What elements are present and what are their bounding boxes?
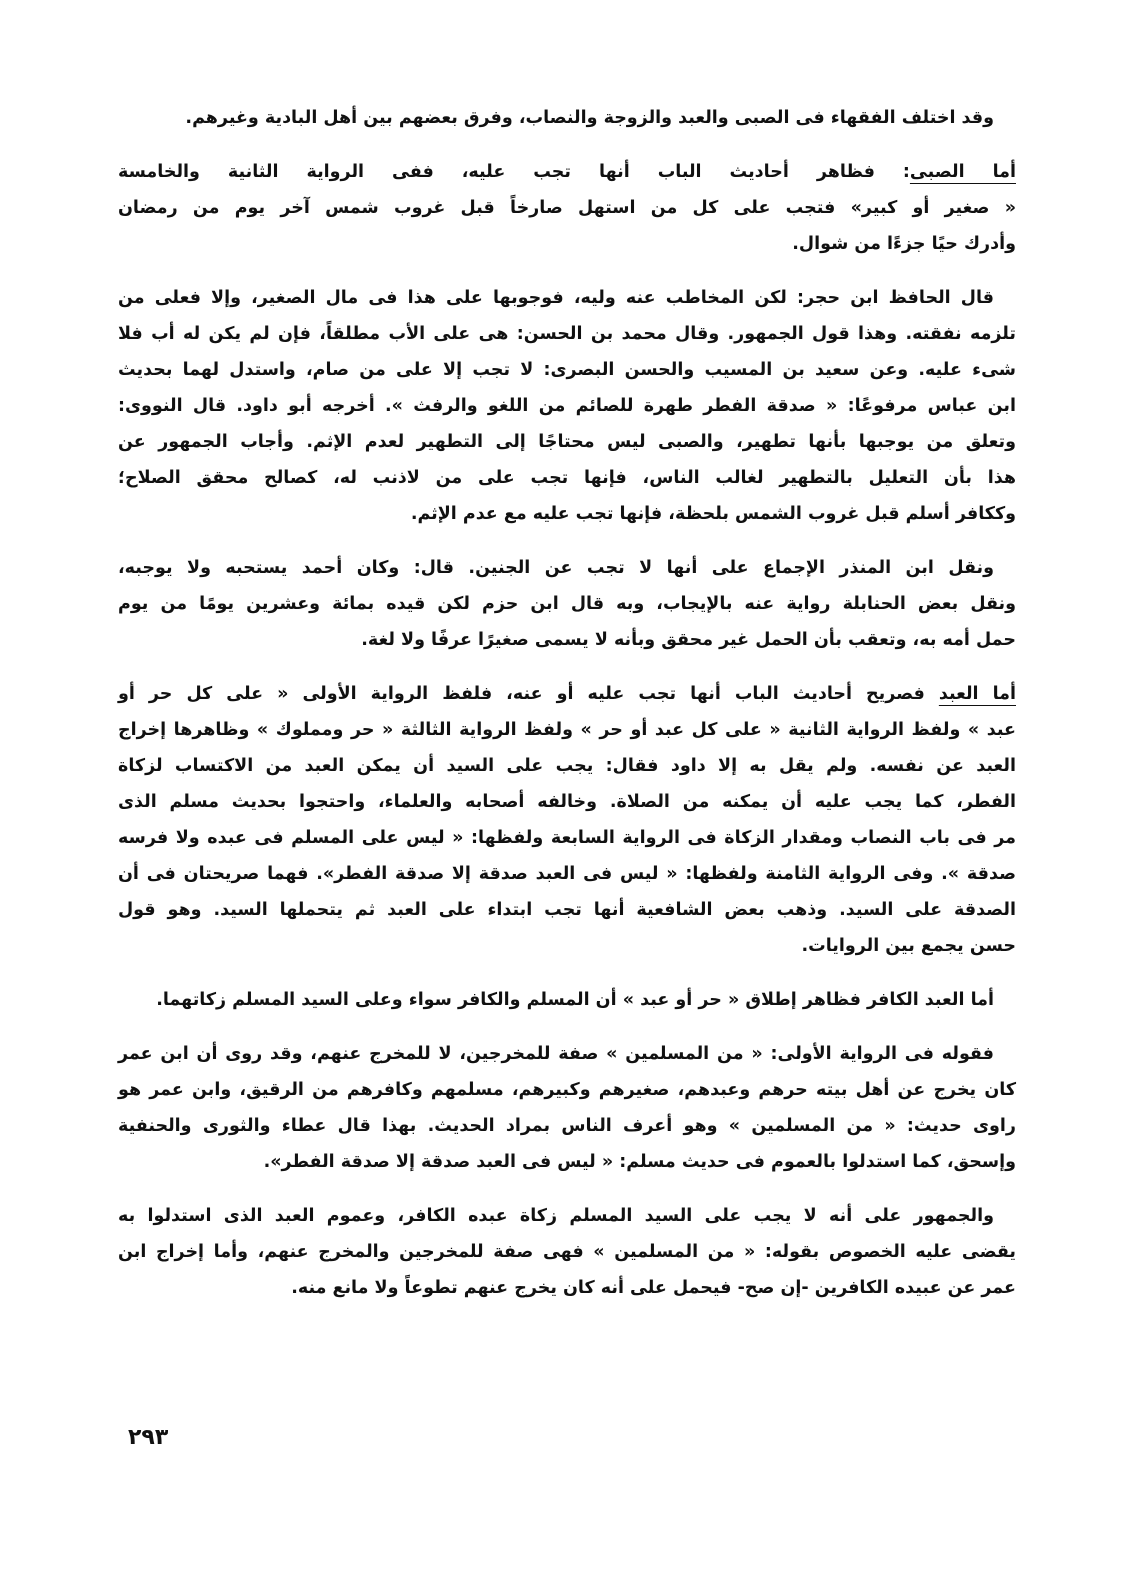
text-line [118,676,1016,712]
paragraph [118,154,1016,262]
text-line [118,226,1016,262]
text-line [118,820,1016,856]
text-line [118,784,1016,820]
text-line [118,550,1016,586]
line-text: وإسحق، كما استدلوا بالعموم فى حديث مسلم: « ليس فى العبد صدقة إلا صدقة الفطر». [263,1152,1016,1172]
line-text: هذا بأن التعليل بالتطهير لغالب الناس، فإنها تجب على من لاذنب له، كصالح محقق الصلاح؛ [118,468,1016,488]
text-line [118,1036,1016,1072]
line-text: شىء عليه. وعن سعيد بن المسيب والحسن البصرى: لا تجب إلا على من صام، واستدل لهما بحديث [118,360,1016,380]
text-line [118,1234,1016,1270]
text-line [118,460,1016,496]
line-text: الصدقة على السيد. وذهب بعض الشافعية أنها تجب ابتداء على العبد ثم يتحملها السيد. وهو قول [118,900,1016,920]
text-line [118,280,1016,316]
line-text: فقوله فى الرواية الأولى: « من المسلمين » صفة للمخرجين، لا للمخرج عنهم، وقد روى أن ابن عمر [118,1044,994,1064]
line-text: فصريح أحاديث الباب أنها تجب عليه أو عنه، فلفظ الرواية الأولى « على كل حر أو [118,684,939,704]
paragraph [118,550,1016,658]
text-line [118,856,1016,892]
line-text: حسن يجمع بين الروايات. [801,936,1016,956]
line-text: وتعلق من يوجبها بأنها تطهير، والصبى ليس محتاجًا إلى التطهير لعدم الإثم. وأجاب الجمهور عن [118,432,1016,452]
paragraph [118,676,1016,964]
text-line [118,1144,1016,1180]
text-line [118,982,1016,1018]
text-line [118,1108,1016,1144]
line-text: قال الحافظ ابن حجر: لكن المخاطب عنه وليه، فوجوبها على هذا فى مال الصغير، وإلا فعلى من [118,288,994,308]
page-body [118,100,1016,1324]
text-line [118,712,1016,748]
line-text: وككافر أسلم قبل غروب الشمس بلحظة، فإنها تجب عليه مع عدم الإثم. [410,504,1016,524]
line-text: الفطر، كما يجب عليه أن يمكنه من الصلاة. وخالفه أصحابه والعلماء، واحتجوا بحديث مسلم الذى [118,792,1016,812]
text-line [118,190,1016,226]
text-line [118,586,1016,622]
line-text: عبد » ولفظ الرواية الثانية « على كل عبد أو حر » ولفظ الرواية الثالثة « حر ومملوك » وظاهرها إخراج [118,720,1016,740]
paragraph [118,280,1016,532]
line-text: يقضى عليه الخصوص بقوله: « من المسلمين » فهى صفة للمخرجين والمخرج عنهم، وأما إخراج ابن [118,1242,1016,1262]
line-text: ونقل ابن المنذر الإجماع على أنها لا تجب عن الجنين. قال: وكان أحمد يستحبه ولا يوجبه، [118,558,994,578]
text-line [118,1072,1016,1108]
line-text: ابن عباس مرفوعًا: « صدقة الفطر طهرة للصائم من اللغو والرفث ». أخرجه أبو داود. قال النووى: [118,396,1016,416]
line-text: صدقة ». وفى الرواية الثامنة ولفظها: « ليس فى العبد صدقة إلا صدقة الفطر». فهما صريحتان فى أن [118,864,1016,884]
line-text: وأدرك حيًا جزءًا من شوال. [792,234,1016,254]
paragraph [118,1198,1016,1306]
text-line [118,352,1016,388]
line-text: أما العبد الكافر فظاهر إطلاق « حر أو عبد » أن المسلم والكافر سواء وعلى السيد المسلم زكاتهما. [156,990,994,1010]
text-line [118,748,1016,784]
text-line [118,1198,1016,1234]
line-text: والجمهور على أنه لا يجب على السيد المسلم زكاة عبده الكافر، وعموم العبد الذى استدلوا به [118,1206,994,1226]
line-text: تلزمه نفقته. وهذا قول الجمهور. وقال محمد بن الحسن: هى على الأب مطلقاً، فإن لم يكن له أب فلا [118,324,1016,344]
text-line [118,388,1016,424]
line-text: مر فى باب النصاب ومقدار الزكاة فى الرواية السابعة ولفظها: « ليس على المسلم فى عبده ولا فرسه [118,828,1016,848]
line-text: حمل أمه به، وتعقب بأن الحمل غير محقق وبأنه لا يسمى صغيرًا عرفًا ولا لغة. [361,630,1016,650]
line-text: : فظاهر أحاديث الباب أنها تجب عليه، ففى الرواية الثانية والخامسة [118,162,910,182]
underlined-heading: أما العبد [938,684,1016,704]
text-line [118,316,1016,352]
line-text: كان يخرج عن أهل بيته حرهم وعبدهم، صغيرهم وكبيرهم، مسلمهم وكافرهم من الرقيق، وابن عمر هو [118,1080,1016,1100]
line-text: راوى حديث: « من المسلمين » وهو أعرف الناس بمراد الحديث. بهذا قال عطاء والثورى والحنفية [118,1116,1016,1136]
text-line [118,496,1016,532]
text-line [118,928,1016,964]
text-line [118,1270,1016,1306]
text-line [118,892,1016,928]
underlined-heading: أما الصبى [909,162,1016,182]
line-text: وقد اختلف الفقهاء فى الصبى والعبد والزوجة والنصاب، وفرق بعضهم بين أهل البادية وغيرهم. [185,108,994,128]
paragraph [118,100,1016,136]
line-text: عمر عن عبيده الكافرين -إن صح- فيحمل على أنه كان يخرج عنهم تطوعاً ولا مانع منه. [291,1278,1016,1298]
paragraph [118,1036,1016,1180]
text-line [118,622,1016,658]
line-text: ونقل بعض الحنابلة رواية عنه بالإيجاب، وبه قال ابن حزم لكن قيده بمائة وعشرين يومًا من يوم [118,594,1016,614]
page-number: ٢٩٣ [128,1425,169,1450]
paragraph [118,982,1016,1018]
text-line [118,100,1016,136]
line-text: العبد عن نفسه. ولم يقل به إلا داود فقال: يجب على السيد أن يمكن العبد من الاكتساب لزكاة [118,756,1016,776]
text-line [118,424,1016,460]
line-text: « صغير أو كبير» فتجب على كل من استهل صارخاً قبل غروب شمس آخر يوم من رمضان [118,198,1016,218]
text-line [118,154,1016,190]
